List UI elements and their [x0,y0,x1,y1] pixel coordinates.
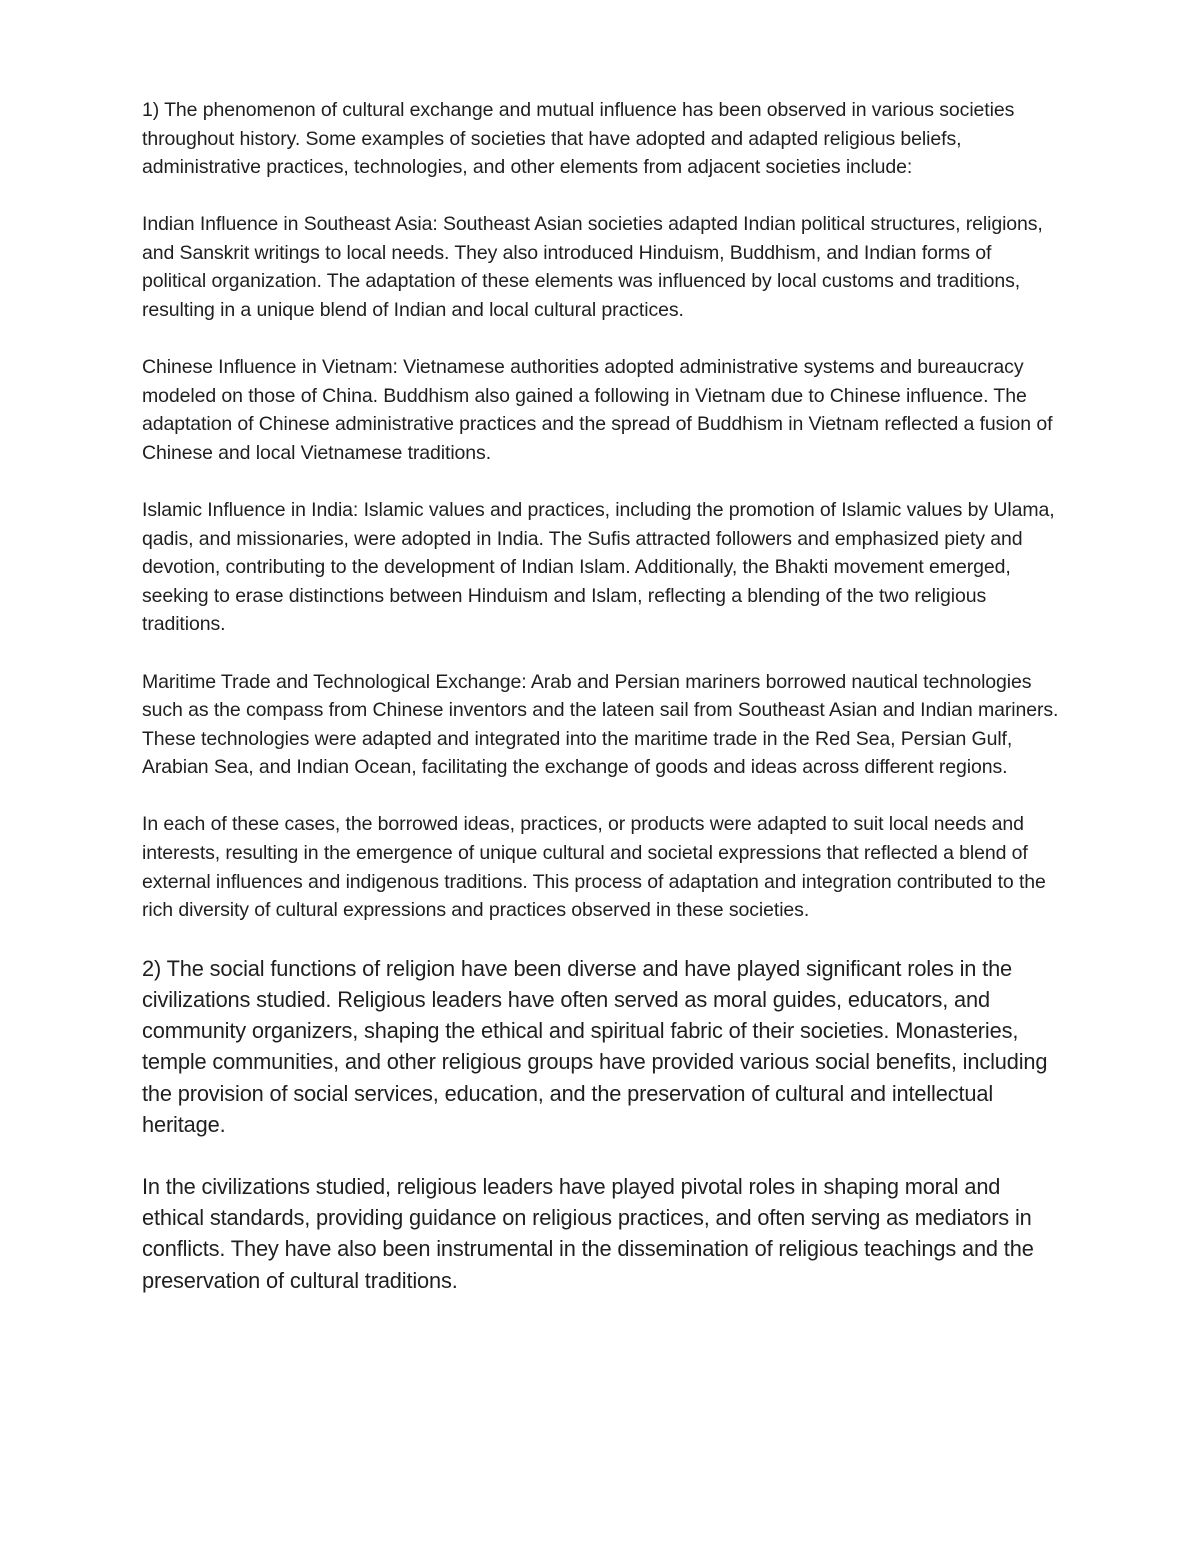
religious-leaders-paragraph: In the civilizations studied, religious leaders have played pivotal roles in shaping moral and ethical standards, providing guidance on religious practices, and often serving as mediators in conflicts. They have also been instrumental in the dissemination of religious teachings and the preservation of cultural traditions. [142,1173,1034,1293]
answer-2-section [142,953,1060,1296]
maritime-trade-paragraph: Maritime Trade and Technological Exchange: Arab and Persian mariners borrowed nautical technologies such as the compass from Chinese inventors and the lateen sail from Southeast Asian and Indian mariners. These technologies were adapted and integrated into the maritime trade in the Red Sea, Persian Gulf, Arabian Sea, and Indian Ocean, facilitating the exchange of goods and ideas across different regions. [142,670,1059,779]
answer-1-intro-paragraph: 1) The phenomenon of cultural exchange and mutual influence has been observed in various societies throughout history. Some examples of societies that have adopted and adapted religious beliefs, administrative practices, technologies, and other elements from adjacent societies include: [142,99,1015,179]
answer-1-conclusion-paragraph: In each of these cases, the borrowed ideas, practices, or products were adapted to suit local needs and interests, resulting in the emergence of unique cultural and societal expressions that reflected a blend of external influences and indigenous traditions. This process of adaptation and integration contributed to the rich diversity of cultural expressions and practices observed in these societies. [142,813,1046,922]
indian-influence-paragraph: Indian Influence in Southeast Asia: Southeast Asian societies adapted Indian political structures, religions, and Sanskrit writings to local needs. They also introduced Hinduism, Buddhism, and Indian forms of political organization. The adaptation of these elements was influenced by local customs and traditions, resulting in a unique blend of Indian and local cultural practices. [142,213,1043,322]
islamic-influence-paragraph: Islamic Influence in India: Islamic values and practices, including the promotion of Islamic values by Ulama, qadis, and missionaries, were adopted in India. The Sufis attracted followers and emphasized piety and devotion, contributing to the development of Indian Islam. Additionally, the Bhakti movement emerged, seeking to erase distinctions between Hinduism and Islam, reflecting a blending of the two religious traditions. [142,499,1055,636]
document-page [142,96,1060,1296]
answer-2-intro-paragraph: 2) The social functions of religion have been diverse and have played significant roles in the civilizations studied. Religious leaders have often served as moral guides, educators, and community organizers, shaping the ethical and spiritual fabric of their societies. Monasteries, temple communities, and other religious groups have provided various social benefits, including the provision of social services, education, and the preservation of cultural and intellectual heritage. [142,955,1048,1137]
answer-1-section [142,96,1060,925]
chinese-influence-paragraph: Chinese Influence in Vietnam: Vietnamese authorities adopted administrative systems and bureaucracy modeled on those of China. Buddhism also gained a following in Vietnam due to Chinese influence. The adaptation of Chinese administrative practices and the spread of Buddhism in Vietnam reflected a fusion of Chinese and local Vietnamese traditions. [142,356,1053,464]
